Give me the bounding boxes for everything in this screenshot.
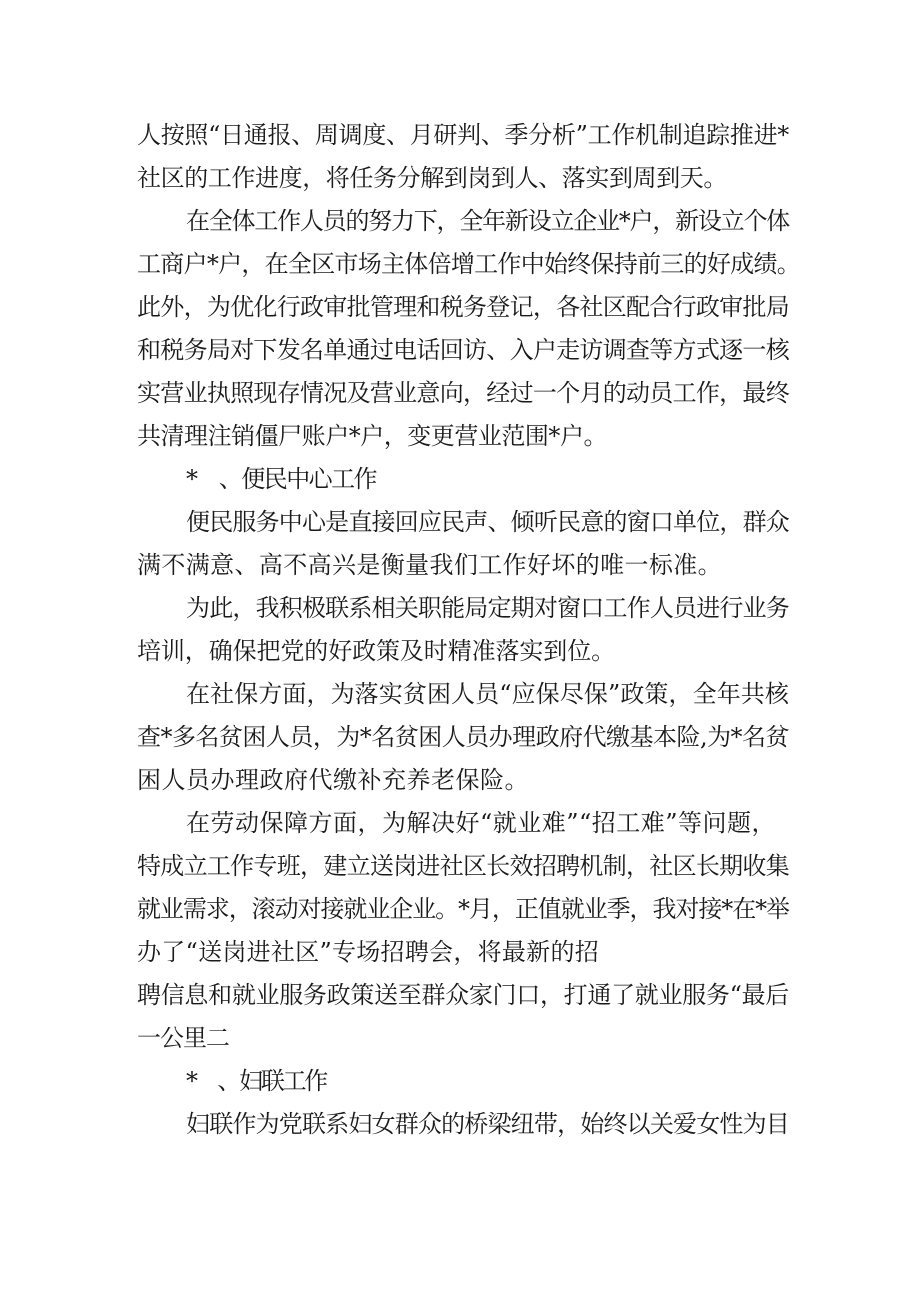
text-line: 在全体工作人员的努力下，全年新设立企业*户，新设立个体 [186, 207, 790, 235]
text-line: 聘信息和就业服务政策送至群众家门口，打通了就业服务“最后 [137, 981, 789, 1009]
text-line: 在社保方面，为落实贫困人员“应保尽保”政策，全年共核 [186, 680, 789, 708]
text-line: 实营业执照现存情况及营业意向，经过一个月的动员工作，最终 [137, 379, 790, 407]
text-line: 人按照“日通报、周调度、月研判、季分析”工作机制追踪推进* [137, 121, 789, 149]
text-line: 妇联作为党联系妇女群众的桥梁纽带，始终以关爱女性为目 [186, 1110, 789, 1138]
text-line: 共清理注销僵尸账户*户，变更营业范围*户。 [137, 422, 608, 450]
text-line: 查*多名贫困人员，为*名贫困人员办理政府代缴基本险,为*名贫 [137, 723, 789, 751]
text-line: 特成立工作专班，建立送岗进社区长效招聘机制，社区长期收集 [137, 852, 790, 880]
text-line: 办了“送岗进社区”专场招聘会，将最新的招 [137, 938, 599, 966]
text-line: 工商户*户，在全区市场主体倍增工作中始终保持前三的好成绩。 [137, 250, 801, 278]
text-line: 培训，确保把党的好政策及时精准落实到位。 [137, 637, 615, 665]
text-line: 一公里二 [137, 1024, 229, 1052]
section-heading: * 、妇联工作 [186, 1067, 326, 1095]
text-line: 社区的工作进度，将任务分解到岗到人、落实到周到天。 [137, 164, 727, 192]
text-line: 和税务局对下发名单通过电话回访、入户走访调查等方式逐一核 [137, 336, 790, 364]
text-line: 为此，我积极联系相关职能局定期对窗口工作人员进行业务 [186, 594, 789, 622]
text-line: 困人员办理政府代缴补充养老保险。 [137, 766, 529, 794]
text-line: 此外，为优化行政审批管理和税务登记，各社区配合行政审批局 [137, 293, 790, 321]
text-line: 就业需求，滚动对接就业企业。*月，正值就业季，我对接*在*举 [137, 895, 789, 923]
text-line: 便民服务中心是直接回应民声、倾听民意的窗口单位，群众 [186, 508, 789, 536]
text-line: 在劳动保障方面，为解决好“就业难”“招工难”等问题， [186, 809, 776, 837]
section-heading: * 、便民中心工作 [186, 465, 376, 493]
text-line: 满不满意、高不高兴是衡量我们工作好坏的唯一标准。 [137, 551, 722, 579]
